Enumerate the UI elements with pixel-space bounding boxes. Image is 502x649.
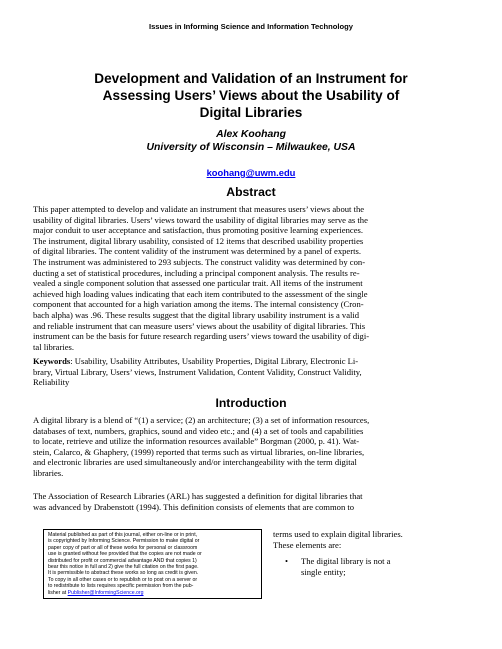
keywords-line: [33, 356, 469, 367]
notice-line: bear this notice in full and 2) give the full citation on the first page.: [48, 564, 199, 571]
author-name: Alex Koohang: [216, 129, 286, 140]
abstract-body: [33, 204, 469, 352]
bullet-icon: •: [285, 556, 289, 566]
notice-line: use is granted without fee provided that the copies are not made or: [48, 551, 202, 558]
paragraph-line: and electronic libraries are used simultaneously and/or interchangeability with the term digital: [33, 457, 357, 468]
keywords-line: Reliability: [33, 377, 70, 388]
abstract-line: tal libraries.: [33, 341, 75, 352]
paragraph-line: The Association of Research Libraries (ARL) has suggested a definition for digital libraries that: [33, 491, 363, 501]
author-affiliation: University of Wisconsin – Milwaukee, USA: [146, 142, 356, 153]
abstract-line: This paper attempted to develop and validate an instrument that measures users’ views about the: [33, 204, 365, 214]
keywords-block: [33, 356, 469, 388]
bullet-text: [301, 556, 391, 577]
notice-line: It is permissible to abstract these works so long as credit is given.: [48, 570, 199, 577]
keywords-text: : Usability, Usability Attributes, Usability Properties, Digital Library, Electronic Li-: [70, 356, 359, 366]
abstract-line: ducting a set of statistical procedures, including a principal component analysis. The results re-: [33, 267, 360, 278]
publisher-email-link[interactable]: Publisher@InformingScience.org: [67, 589, 144, 596]
abstract-line: component that accounted for a high variation among the items. The internal consistency (Cron-: [33, 299, 364, 310]
abstract-line: bach alpha) was .96. These results suggest that the digital library usability instrument is a valid: [33, 309, 360, 320]
notice-line: [48, 590, 258, 596]
notice-line: Material published as part of this journal, either on-line or in print,: [48, 532, 198, 538]
notice-line: is copyrighted by Informing Science. Permission to make digital or: [48, 538, 200, 545]
paragraph-line: A digital library is a blend of “(1) a service; (2) an architecture; (3) a set of information resources,: [33, 415, 370, 425]
abstract-line: of digital libraries. The content validity of the instrument was determined by a panel of experts.: [33, 246, 361, 257]
paragraph-line: libraries.: [33, 467, 64, 478]
keywords-label: Keywords: [33, 356, 71, 366]
paragraph-line: terms used to explain digital libraries.: [273, 529, 403, 539]
keywords-line: brary, Virtual Library, Users’ views, Instrument Validation, Content Validity, Construct Validity,: [33, 366, 362, 377]
notice-line: To copy in all other cases or to republish or to post on a server or: [48, 576, 198, 583]
introduction-paragraph-2-continued: [273, 529, 473, 550]
notice-prefix: lisher at: [48, 589, 68, 596]
notice-line: distributed for profit or commercial advantage AND that copies 1): [48, 557, 197, 564]
abstract-line: The instrument, digital library usability, consisted of 12 items that described usability properties: [33, 235, 364, 246]
abstract-heading: Abstract: [226, 185, 276, 199]
introduction-heading: Introduction: [215, 396, 287, 410]
notice-line: to redistribute to lists requires specific permission from the pub-: [48, 583, 194, 590]
notice-line: paper copy of part or all of these works for personal or classroom: [48, 544, 198, 551]
abstract-line: instrument can be the basis for future research regarding users’ views toward the usability of digi-: [33, 331, 370, 342]
author-block: [0, 128, 502, 154]
paper-title: [40, 70, 462, 121]
abstract-line: major conduit to user acceptance and satisfaction, thus promoting positive learning experiences.: [33, 225, 364, 236]
paragraph-line: databases of text, numbers, graphics, sound and video etc.; and (4) a set of tools and capabilities: [33, 425, 364, 436]
abstract-line: usability of digital libraries. Users’ views toward the usability of digital libraries may serve as the: [33, 214, 368, 225]
abstract-line: achieved high loading values indicating that each item contributed to the assessment of the single: [33, 288, 368, 299]
title-line: Assessing Users’ Views about the Usability of: [102, 88, 400, 103]
title-line: Digital Libraries: [199, 105, 303, 120]
copyright-notice-box: [43, 529, 262, 599]
introduction-paragraph-2: [33, 491, 469, 512]
bullet-line: The digital library is not a: [301, 556, 391, 566]
title-line: Development and Validation of an Instrument for: [94, 71, 408, 86]
paragraph-line: to locate, retrieve and utilize the information resources available” Borgman (2000, p. 41). Wat-: [33, 436, 360, 447]
abstract-line: and reliable instrument that can measure users’ views about the usability of digital libraries. This: [33, 320, 366, 331]
introduction-paragraph-1: [33, 415, 469, 479]
paragraph-line: These elements are:: [273, 539, 342, 550]
abstract-line: The instrument was administered to 293 subjects. The construct validity was determined by con-: [33, 256, 366, 267]
running-head: Issues in Informing Science and Information Technology: [148, 22, 354, 31]
paragraph-line: stein, Calarco, & Ghaphery, (1999) reported that terms such as virtual libraries, on-line libraries,: [33, 446, 365, 457]
author-email-link[interactable]: koohang@uwm.edu: [206, 167, 296, 178]
bullet-line: single entity;: [301, 566, 346, 577]
paragraph-line: was advanced by Drabenstott (1994). This definition consists of elements that are common to: [33, 501, 355, 512]
abstract-line: vealed a single component solution that assessed one particular trait. All items of the instrument: [33, 278, 363, 289]
